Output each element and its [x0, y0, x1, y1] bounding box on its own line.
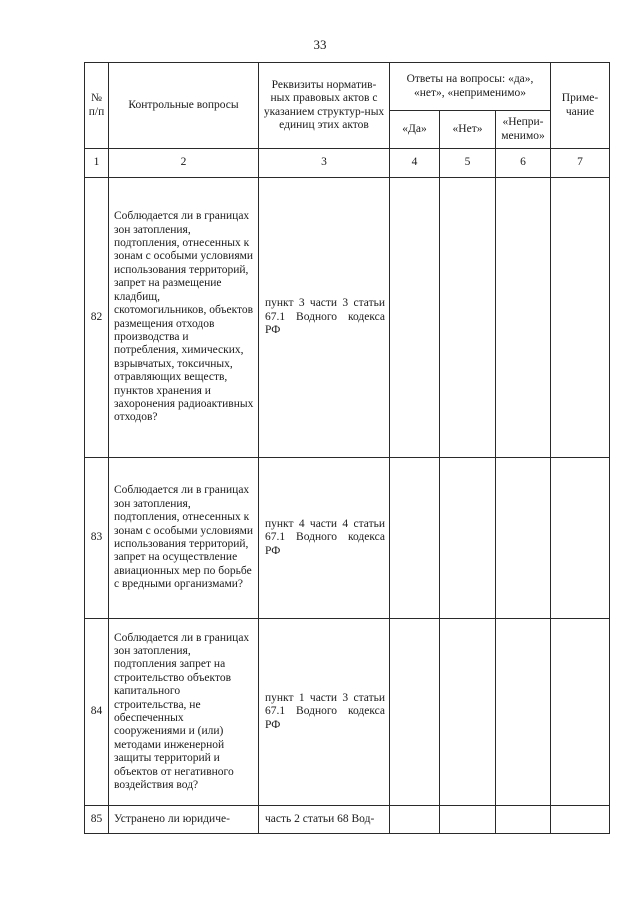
table-row — [85, 458, 610, 619]
answer-no-cell[interactable] — [440, 178, 496, 458]
header-question: Контрольные вопросы — [109, 63, 259, 149]
answer-yes-cell[interactable] — [390, 619, 440, 806]
table-row — [85, 806, 610, 834]
answer-no-cell[interactable] — [440, 458, 496, 619]
page-number: 33 — [313, 37, 327, 52]
header-row — [85, 63, 610, 111]
answer-na-cell[interactable] — [496, 806, 551, 834]
question-text: Соблюдается ли в границах зон затопления, подтопления запрет на строительство объектов капитального строительства, не обеспеченных сооружениями и (или) методами инженерной защиты территорий и объектов от негативного воздействия вод? — [109, 619, 259, 806]
answer-na-cell[interactable] — [496, 619, 551, 806]
col-number: 3 — [259, 149, 390, 178]
note-cell[interactable] — [551, 458, 610, 619]
header-reference: Реквизиты норматив-ных правовых актов с указанием структур-ных единиц этих актов — [259, 63, 390, 149]
answer-yes-cell[interactable] — [390, 178, 440, 458]
header-answers-group: Ответы на вопросы: «да», «нет», «неприменимо» — [390, 63, 551, 111]
answer-no-cell[interactable] — [440, 806, 496, 834]
table-row — [85, 619, 610, 806]
row-number: 85 — [85, 806, 109, 834]
header-na: «Непри-менимо» — [496, 111, 551, 149]
question-text: Устранено ли юридиче- — [109, 806, 259, 834]
reference-text: пункт 4 части 4 статьи 67.1 Водного кодекса РФ — [259, 458, 390, 619]
col-number: 7 — [551, 149, 610, 178]
reference-text: часть 2 статьи 68 Вод- — [259, 806, 390, 834]
col-number: 5 — [440, 149, 496, 178]
reference-text: пункт 3 части 3 статьи 67.1 Водного кодекса РФ — [259, 178, 390, 458]
checklist-table — [84, 62, 610, 834]
answer-yes-cell[interactable] — [390, 458, 440, 619]
table-row — [85, 178, 610, 458]
row-number: 84 — [85, 619, 109, 806]
row-number: 82 — [85, 178, 109, 458]
col-number: 1 — [85, 149, 109, 178]
question-text: Соблюдается ли в границах зон затопления, подтопления, отнесенных к зонам с особыми условиями использования территорий, запрет на размещение кладбищ, скотомогильников, объектов размещения отходов производства и потребления, химических, взрывчатых, токсичных, отравляющих веществ, пунктов хранения и захоронения радиоактивных отходов? — [109, 178, 259, 458]
reference-text: пункт 1 части 3 статьи 67.1 Водного кодекса РФ — [259, 619, 390, 806]
answer-na-cell[interactable] — [496, 178, 551, 458]
row-number: 83 — [85, 458, 109, 619]
question-text: Соблюдается ли в границах зон затопления, подтопления, отнесенных к зонам с особыми условиями использования территорий, запрет на осуществление авиационных мер по борьбе с вредными организмами? — [109, 458, 259, 619]
header-num: № п/п — [85, 63, 109, 149]
note-cell[interactable] — [551, 806, 610, 834]
col-number: 4 — [390, 149, 440, 178]
header-note: Приме-чание — [551, 63, 610, 149]
header-no: «Нет» — [440, 111, 496, 149]
col-number: 2 — [109, 149, 259, 178]
note-cell[interactable] — [551, 178, 610, 458]
answer-na-cell[interactable] — [496, 458, 551, 619]
answer-yes-cell[interactable] — [390, 806, 440, 834]
col-number: 6 — [496, 149, 551, 178]
note-cell[interactable] — [551, 619, 610, 806]
answer-no-cell[interactable] — [440, 619, 496, 806]
column-numbers-row — [85, 149, 610, 178]
header-yes: «Да» — [390, 111, 440, 149]
